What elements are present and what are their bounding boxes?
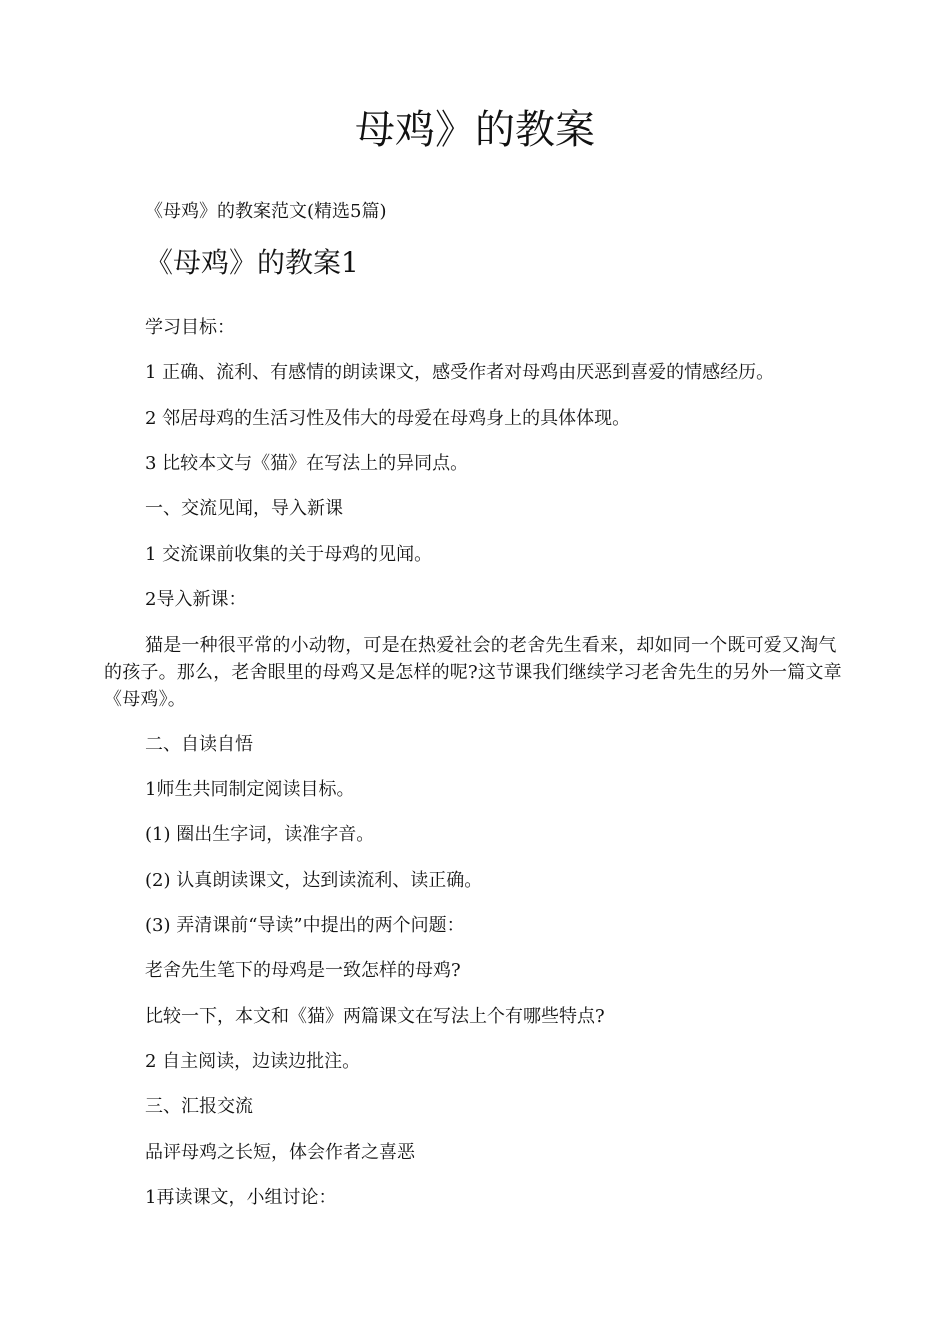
text-line-goal-3: 3 比较本文与《猫》在写法上的异同点。 [145, 453, 469, 474]
text-line-part-3-heading: 三、汇报交流 [145, 1096, 253, 1117]
text-line-question-1: 老舍先生笔下的母鸡是一致怎样的母鸡? [145, 960, 461, 981]
text-line-goal-2: 2 邻居母鸡的生活习性及伟大的母爱在母鸡身上的具体体现。 [145, 408, 631, 429]
text-line-part-1-heading: 一、交流见闻，导入新课 [145, 498, 343, 519]
text-line-part-2-sub-2: (2) 认真朗读课文，达到读流利、读正确。 [145, 870, 483, 891]
text-line-part-2-heading: 二、自读自悟 [145, 734, 253, 755]
text-line-part-1-item-2: 2导入新课： [145, 589, 247, 610]
text-line-part-3-item-1: 1再读课文，小组讨论： [145, 1187, 337, 1208]
text-line-learning-goals: 学习目标： [145, 317, 235, 338]
text-line-part-3-intro: 品评母鸡之长短，体会作者之喜恶 [145, 1142, 415, 1163]
section-heading: 《母鸡》的教案1 [145, 246, 359, 279]
text-line-part-2-sub-3: (3) 弄清课前“导读”中提出的两个问题： [145, 915, 465, 936]
document-subtitle: 《母鸡》的教案范文(精选5篇) [145, 201, 387, 222]
body-paragraph: 猫是一种很平常的小动物，可是在热爱社会的老舍先生看来，却如同一个既可爱又淘气的孩子。那么，老舍眼里的母鸡又是怎样的呢?这节课我们继续学习老舍先生的另外一篇文章《母鸡》。 [104, 635, 842, 710]
text-line-question-2: 比较一下，本文和《猫》两篇课文在写法上个有哪些特点? [145, 1006, 605, 1027]
text-line-part-1-item-1: 1 交流课前收集的关于母鸡的见闻。 [145, 544, 433, 565]
text-line-part-2-sub-1: (1) 圈出生字词，读准字音。 [145, 824, 375, 845]
document-title: 母鸡》的教案 [355, 107, 595, 153]
text-line-part-2-item-1: 1师生共同制定阅读目标。 [145, 779, 355, 800]
text-line-part-2-item-2: 2 自主阅读，边读边批注。 [145, 1051, 361, 1072]
text-line-goal-1: 1 正确、流利、有感情的朗读课文，感受作者对母鸡由厌恶到喜爱的情感经历。 [145, 362, 775, 383]
